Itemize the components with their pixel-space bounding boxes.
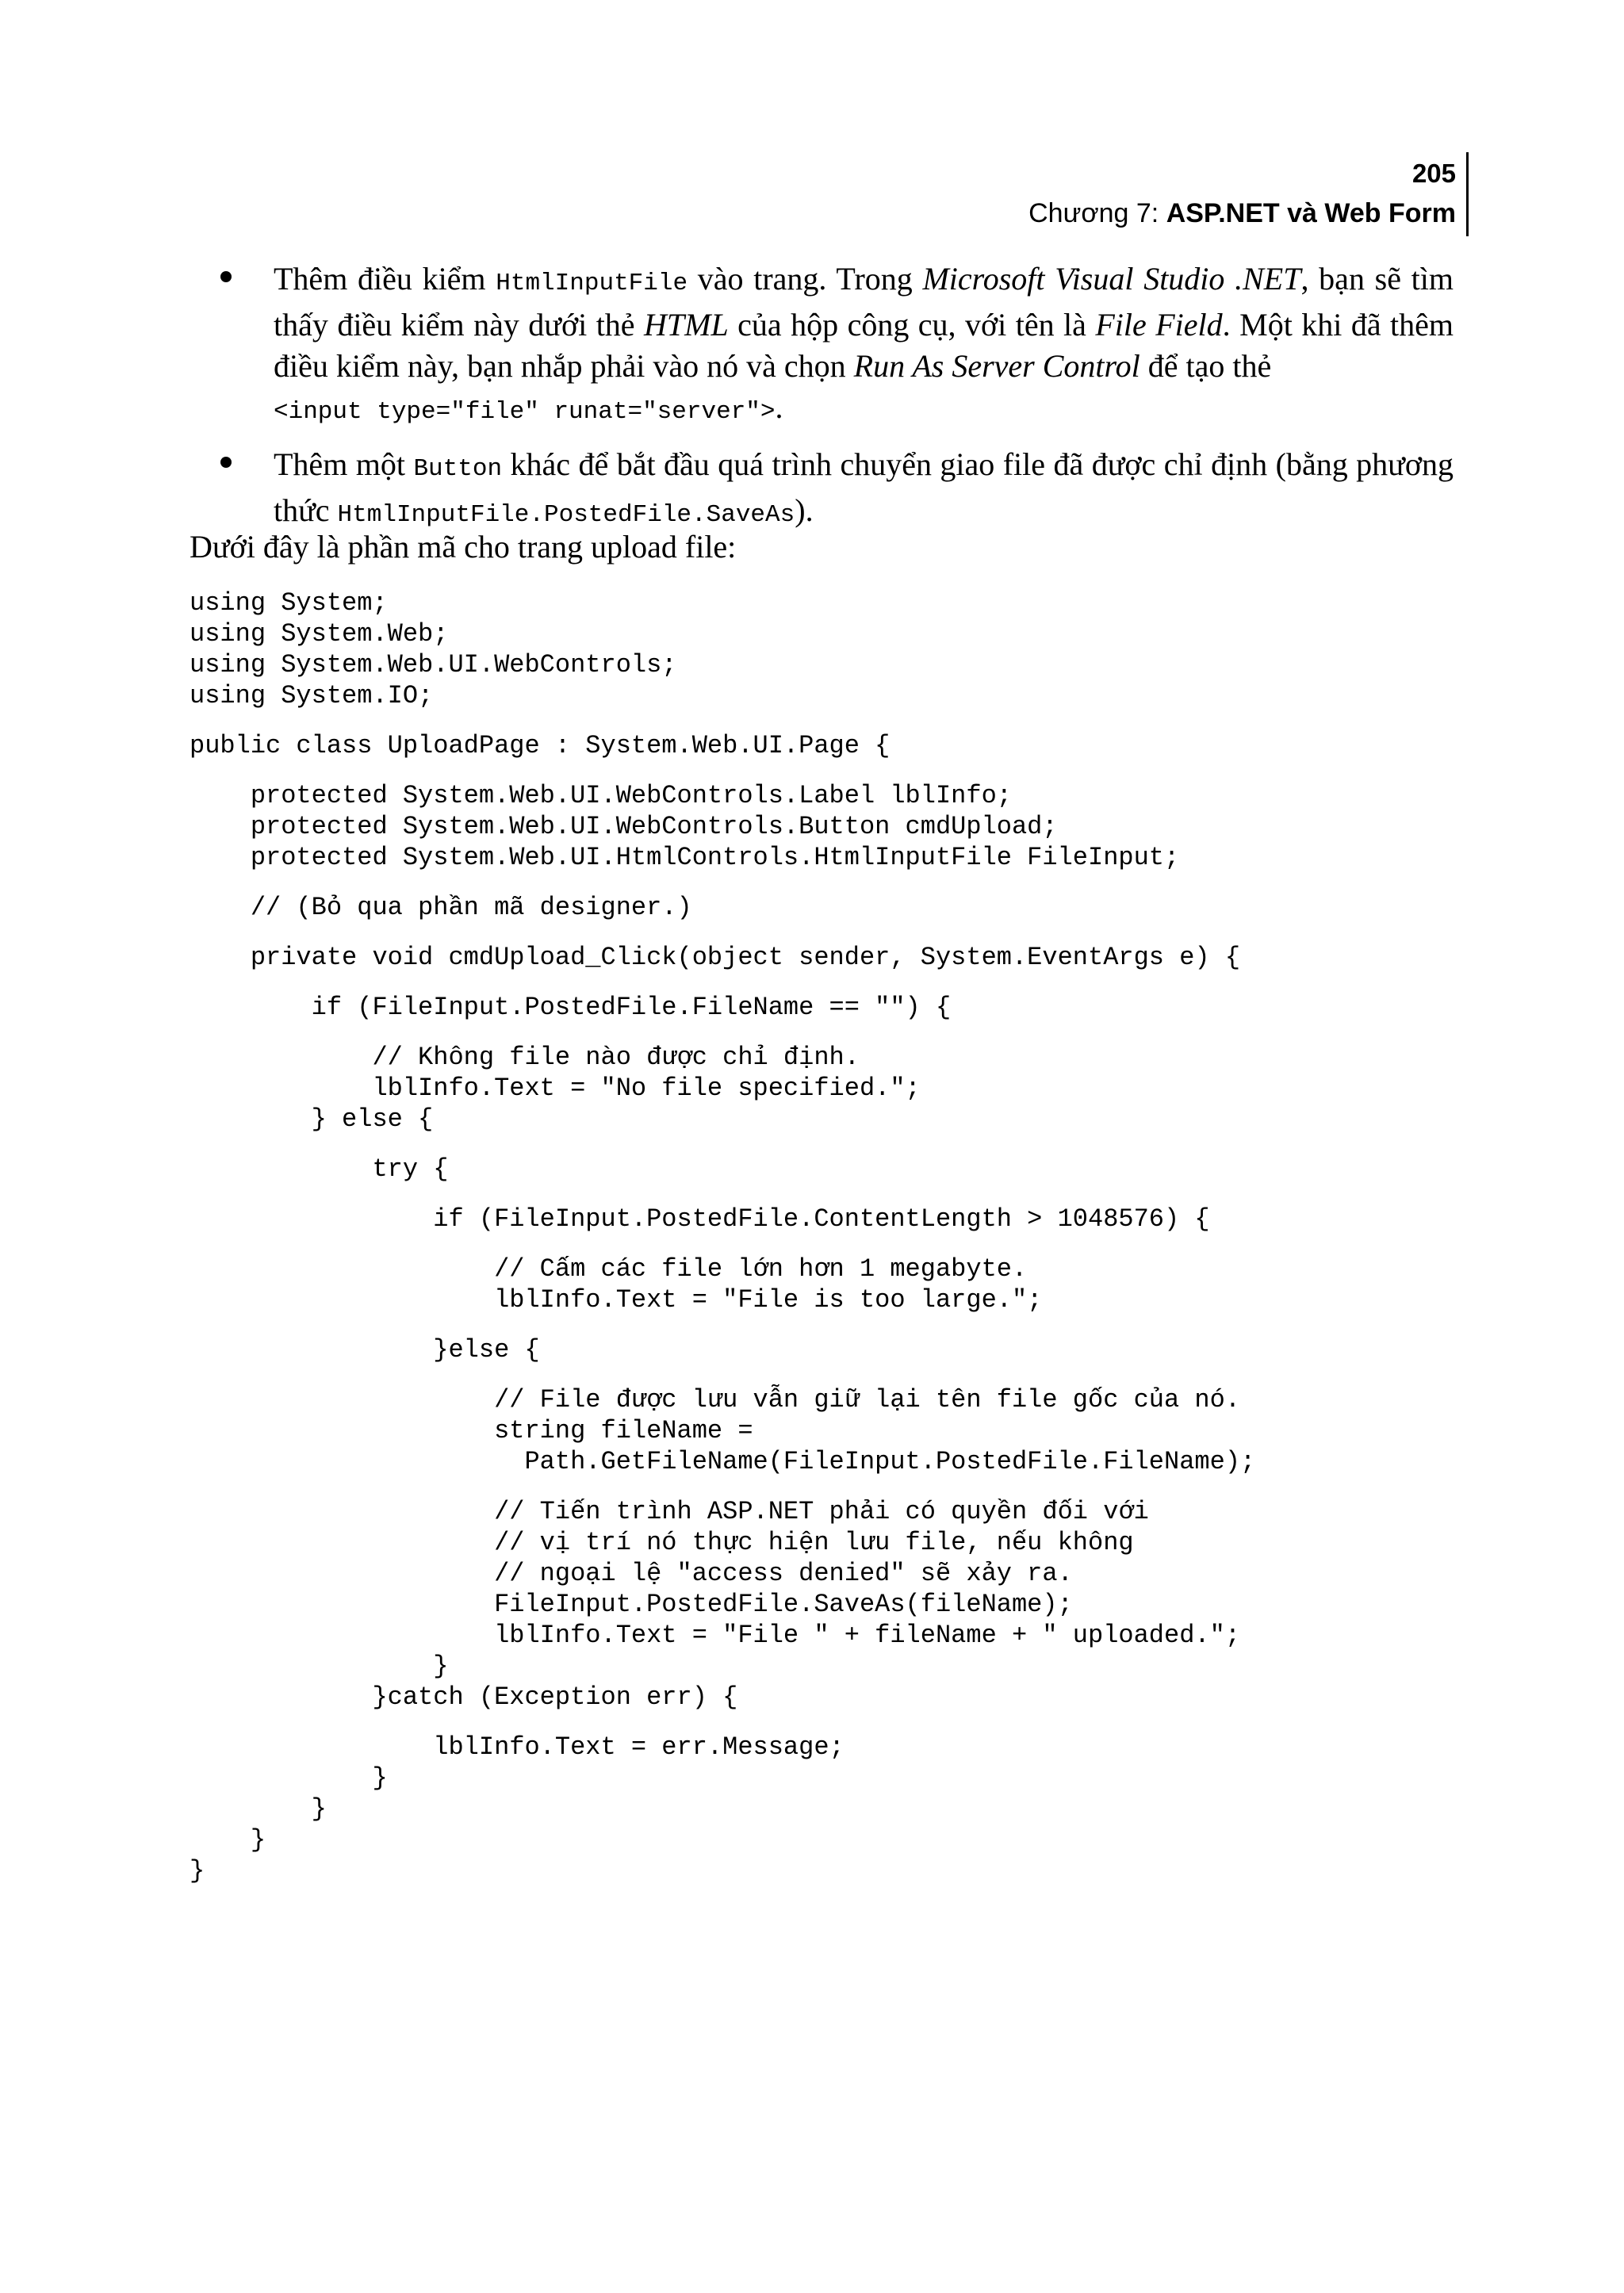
code-line: Path.GetFileName(FileInput.PostedFile.FileName); [190,1447,1256,1476]
code-line: if (FileInput.PostedFile.FileName == "") { [190,993,952,1022]
code-line: using System.Web; [190,619,449,649]
chapter-title: Chương 7: ASP.NET và Web Form [1028,198,1456,228]
code-block [190,588,1255,1886]
code-line: // Tiến trình ASP.NET phải có quyền đối với [190,1497,1149,1526]
code-line: using System.Web.UI.WebControls; [190,650,677,679]
inline-code: Button [413,455,503,483]
code-line: protected System.Web.UI.WebControls.Button cmdUpload; [190,812,1058,841]
code-line: }catch (Exception err) { [190,1682,738,1712]
code-line: // (Bỏ qua phần mã designer.) [190,893,692,922]
code-line: // ngoại lệ "access denied" sẽ xảy ra. [190,1559,1073,1588]
code-line: // vị trí nó thực hiện lưu file, nếu không [190,1528,1134,1557]
bullet-item-add-file-field: Thêm điều kiểm HtmlInputFile vào trang. Trong Microsoft Visual Studio .NET, bạn sẽ tìm thấy điều kiểm này dưới thẻ HTML của hộp công cụ, với tên là File Field. Một khi đã thêm điều kiểm này, bạn nhắp phải vào nó và chọn Run As Server Control để tạo thẻ <input type="file" runat="server">. [274,258,1454,433]
bullet-list [274,258,1454,547]
code-line: // File được lưu vẫn giữ lại tên file gốc của nó. [190,1385,1241,1414]
code-line: lblInfo.Text = "No file specified."; [190,1074,921,1103]
code-line: } [190,1856,205,1885]
bullet-icon [220,271,232,282]
code-line: }else { [190,1335,540,1365]
page-header [1028,154,1456,233]
code-line: } [190,1763,388,1793]
code-line: // Không file nào được chỉ định. [190,1043,860,1072]
page-number: 205 [1411,159,1456,188]
code-line: lblInfo.Text = "File " + fileName + " uploaded."; [190,1621,1241,1650]
code-line: string fileName = [190,1416,753,1445]
bullet-item-add-button: Thêm một Button khác để bắt đầu quá trình chuyển giao file đã được chỉ định (bằng phương thức HtmlInputFile.PostedFile.SaveAs). [274,444,1454,536]
code-line: try { [190,1154,449,1184]
code-line: } else { [190,1104,434,1134]
header-rule [1466,152,1469,236]
code-line: public class UploadPage : System.Web.UI.Page { [190,731,891,760]
code-line: } [190,1825,266,1855]
code-line: lblInfo.Text = err.Message; [190,1732,845,1762]
inline-code: HtmlInputFile.PostedFile.SaveAs [337,501,795,529]
code-line: } [190,1652,449,1681]
inline-code: <input type="file" runat="server"> [274,398,776,426]
code-line: } [190,1794,327,1824]
bullet-icon [220,457,232,468]
code-line: private void cmdUpload_Click(object sender, System.EventArgs e) { [190,943,1241,972]
code-intro: Dưới đây là phần mã cho trang upload file: [190,529,737,565]
code-line: protected System.Web.UI.WebControls.Label lblInfo; [190,781,1012,810]
code-line: if (FileInput.PostedFile.ContentLength > 1048576) { [190,1204,1210,1234]
code-line: protected System.Web.UI.HtmlControls.HtmlInputFile FileInput; [190,843,1180,872]
code-line: using System.IO; [190,681,434,710]
inline-code: HtmlInputFile [496,270,688,297]
code-line: // Cấm các file lớn hơn 1 megabyte. [190,1254,1028,1284]
code-line: FileInput.PostedFile.SaveAs(fileName); [190,1590,1073,1619]
code-line: lblInfo.Text = "File is too large."; [190,1285,1043,1315]
code-line: using System; [190,588,388,618]
